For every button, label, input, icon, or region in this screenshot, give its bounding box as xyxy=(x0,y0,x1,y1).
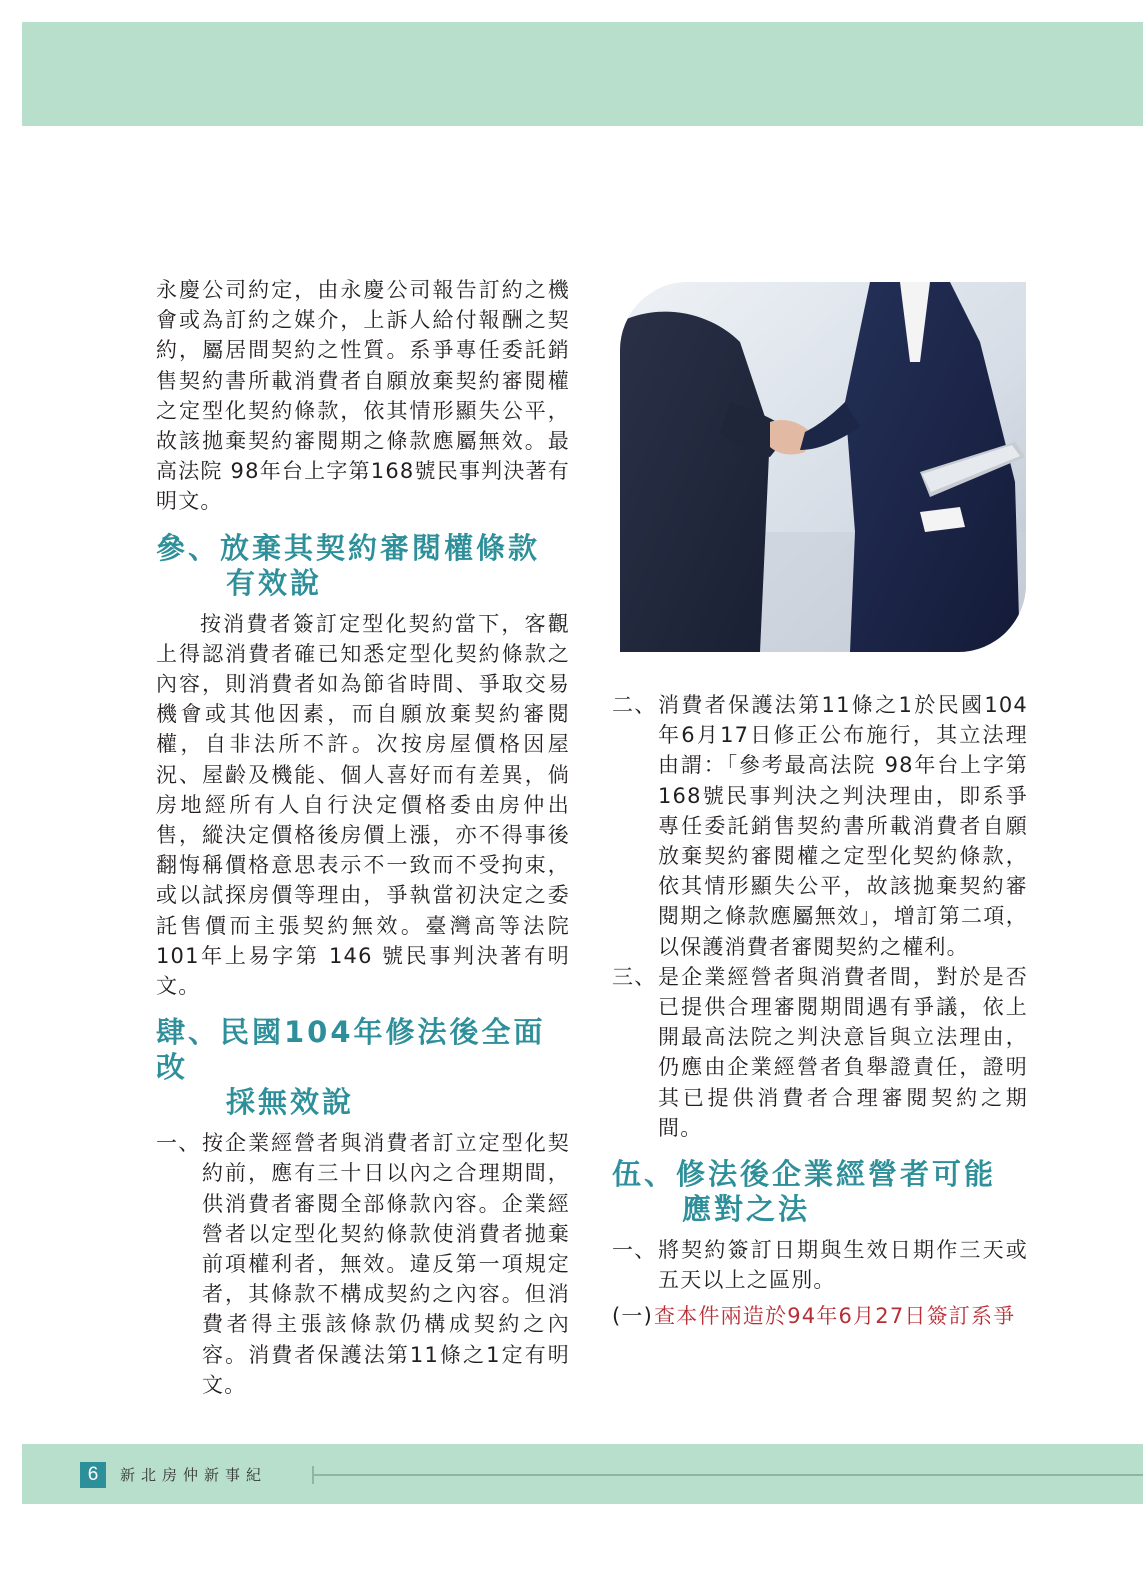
section4-list-item xyxy=(156,1128,570,1400)
list-marker: 一、 xyxy=(612,1238,657,1263)
left-column xyxy=(156,275,570,1400)
section5-heading xyxy=(612,1157,1028,1227)
list-item-2 xyxy=(612,690,1028,962)
section3-heading xyxy=(156,531,570,601)
page-number: 6 xyxy=(80,1462,106,1488)
list-item-text: 消費者保護法第11條之1於民國104年6月17日修正公布施行，其立法理由謂：「參考最高法院 98年台上字第168號民事判決之判決理由，即系爭專任委託銷售契約書所載消費者自願放棄契約審閱權之定型化契約條款，依其情形顯失公平，故該拋棄契約審閱期之條款應屬無效」，增訂第二項，以保護消費者審閱契約之權利。 xyxy=(658,693,1028,959)
section3-heading-line2: 有效說 xyxy=(226,565,323,600)
list-marker: 二、 xyxy=(612,693,657,717)
section5-list-item xyxy=(612,1235,1028,1295)
sub-list-item-text: 查本件兩造於94年6月27日簽訂系爭 xyxy=(654,1304,1016,1329)
list-item-text: 是企業經營者與消費者間，對於是否已提供合理審閱期間遇有爭議，依上開最高法院之判決意旨與立法理由，仍應由企業經營者負舉證責任，證明其已提供消費者合理審閱契約之期間。 xyxy=(658,964,1028,1140)
sub-list-marker: (一) xyxy=(612,1304,653,1329)
section4-heading-line2: 採無效說 xyxy=(226,1085,355,1120)
section5-sub-item xyxy=(612,1301,1028,1331)
section5-heading-line1: 伍、修法後企業經營者可能 xyxy=(612,1157,997,1192)
list-item-text: 按企業經營者與消費者訂立定型化契約前，應有三十日以內之合理期間，供消費者審閱全部條款內容。企業經營者以定型化契約條款使消費者拋棄前項權利者，無效。違反第一項規定者，其條款不構成契約之內容。但消費者得主張該條款仍構成契約之內容。消費者保護法第11條之1定有明文。 xyxy=(202,1131,570,1397)
magazine-name: 新北房仲新事紀 xyxy=(120,1466,268,1484)
footer-rule xyxy=(312,1474,1143,1476)
section4-heading xyxy=(156,1015,570,1120)
handshake-photo xyxy=(620,282,1026,652)
handshake-illustration xyxy=(620,282,1026,652)
section3-paragraph: 按消費者簽訂定型化契約當下，客觀上得認消費者確已知悉定型化契約條款之內容，則消費者如為節省時間、爭取交易機會或其他因素，而自願放棄契約審閱權，自非法所不許。次按房屋價格因屋況、屋齡及機能、個人喜好而有差異，倘房地經所有人自行決定價格委由房仲出售，縱決定價格後房價上漲，亦不得事後翻悔稱價格意思表示不一致而不受拘束，或以試探房價等理由，爭執當初決定之委託售價而主張契約無效。臺灣高等法院101年上易字第 146 號民事判決著有明文。 xyxy=(156,611,570,999)
list-marker: 一、 xyxy=(156,1131,201,1156)
list-marker: 三、 xyxy=(612,964,657,989)
intro-paragraph: 永慶公司約定，由永慶公司報告訂約之機會或為訂約之媒介，上訴人給付報酬之契約，屬居間契約之性質。系爭專任委託銷售契約書所載消費者自願放棄契約審閱權之定型化契約條款，依其情形顯失公平，故該拋棄契約審閱期之條款應屬無效。最高法院 98年台上字第168號民事判決著有明文。 xyxy=(156,278,570,514)
header-band xyxy=(22,22,1143,126)
section3-heading-line1: 參、放棄其契約審閱權條款 xyxy=(156,530,541,565)
section5-heading-line2: 應對之法 xyxy=(682,1192,811,1227)
list-item-text: 將契約簽訂日期與生效日期作三天或五天以上之區別。 xyxy=(658,1238,1028,1293)
list-item-3 xyxy=(612,962,1028,1143)
section4-heading-line1: 肆、民國104年修法後全面改 xyxy=(156,1015,546,1085)
right-column xyxy=(612,690,1028,1332)
